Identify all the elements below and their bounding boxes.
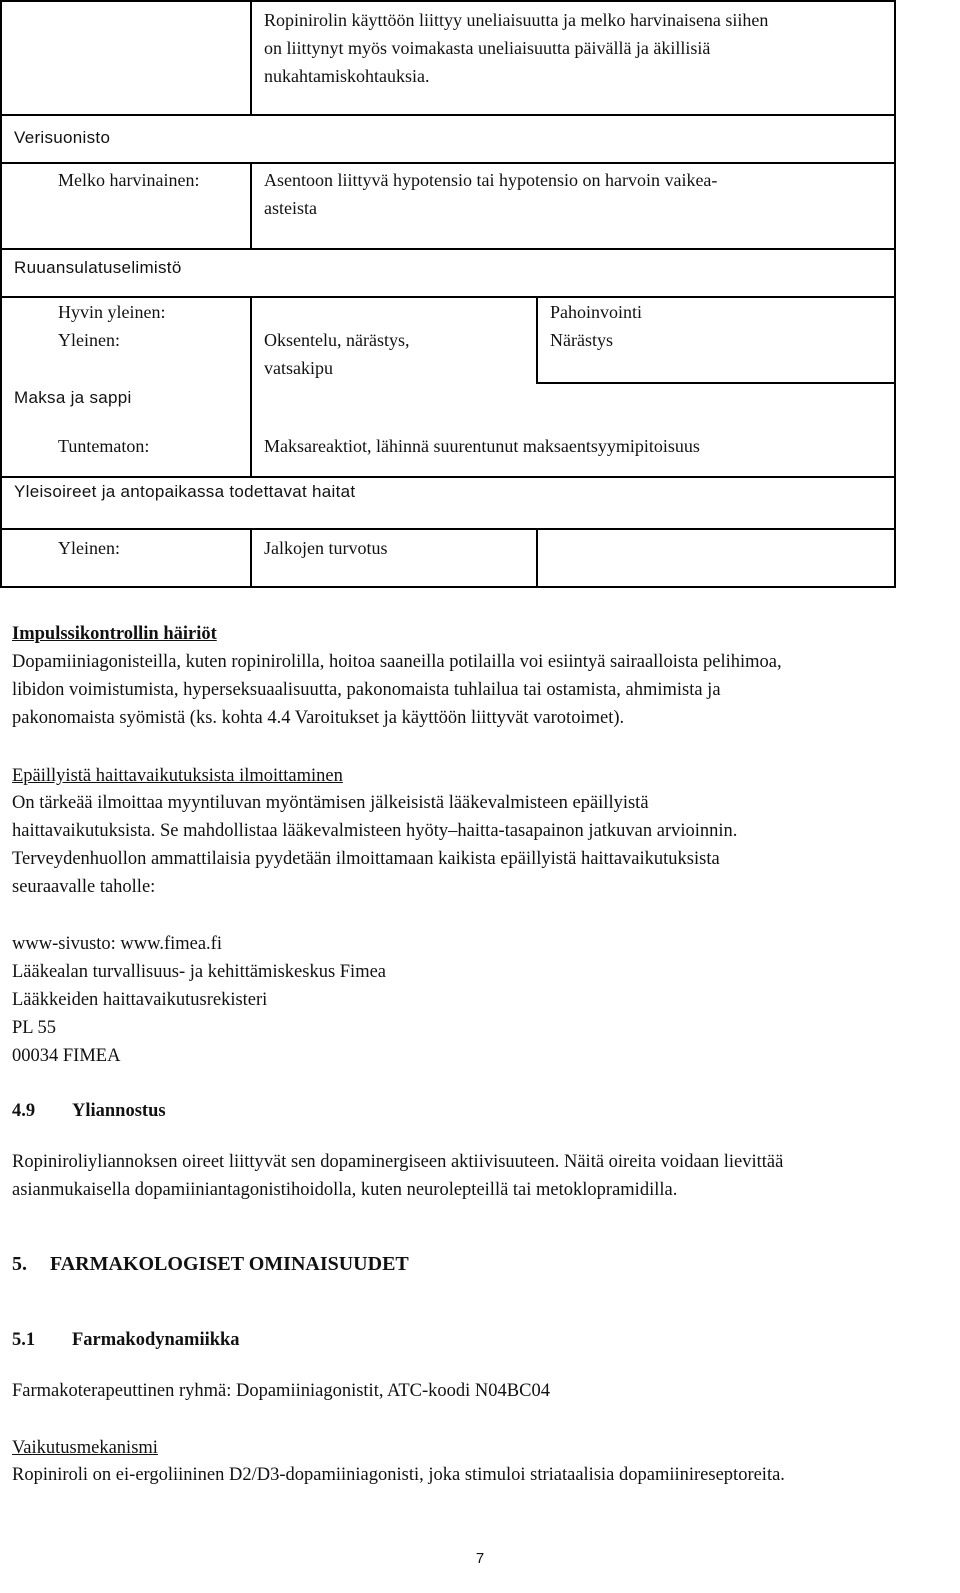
- section-heading: Farmakodynamiikka: [72, 1330, 240, 1350]
- table-row-line: [0, 162, 896, 164]
- mechanism-heading: Vaikutusmekanismi: [12, 1438, 158, 1458]
- section-title-maksa: Maksa ja sappi: [14, 388, 132, 407]
- website-link[interactable]: www-sivusto: www.fimea.fi: [12, 934, 222, 954]
- table-col-divider: [250, 528, 252, 588]
- table-cell-text: Oksentelu, närästys, vatsakipu: [264, 330, 410, 378]
- table-cell-text: Asentoon liittyvä hypotensio tai hypotensio on harvoin vaikea- asteista: [264, 170, 718, 218]
- section-heading: FARMAKOLOGISET OMINAISUUDET: [50, 1253, 409, 1275]
- table-border-left: [0, 0, 2, 588]
- section-title-ruuansulatus: Ruuansulatuselimistö: [14, 258, 182, 277]
- table-cell-text: Pahoinvointi: [550, 302, 643, 322]
- table-border-top: [0, 0, 896, 2]
- section-title-yleisoireet: Yleisoireet ja antopaikassa todettavat haitat: [14, 482, 356, 501]
- section-number: 5.1: [12, 1330, 36, 1350]
- page-number: 7: [475, 1550, 485, 1567]
- overdose-paragraph: Ropiniroliyliannoksen oireet liittyvät sen dopaminergiseen aktiivisuuteen. Näitä oireita voidaan lievittää asianmukaisella dopamiiniantagonistihoidolla, kuten neurolepteillä tai metoklopramidilla.: [12, 1152, 784, 1200]
- impulse-paragraph: Dopamiiniagonisteilla, kuten ropinirolilla, hoitoa saaneilla potilailla voi esiintyä sairaalloista pelihimoa, libidon voimistumista, hyperseksuaalisuutta, pakonomaista tuhlailua tai ostamista, ahmimista ja pakonomaista syömistä (ks. kohta 4.4 Varoitukset ja käyttöön liittyvät varotoimet).: [12, 652, 782, 728]
- impulse-heading: Impulssikontrollin häiriöt: [12, 624, 217, 644]
- table-border-bottom: [0, 586, 896, 588]
- section-title-verisuonisto: Verisuonisto: [14, 128, 111, 147]
- frequency-label: Hyvin yleinen:: [58, 302, 166, 322]
- table-col-divider: [250, 0, 252, 114]
- reporting-heading: Epäillyistä haittavaikutuksista ilmoittaminen: [12, 766, 343, 786]
- frequency-label: Yleinen:: [58, 330, 120, 350]
- table-border-right: [894, 0, 896, 588]
- reporting-address: www-sivusto: www.fimea.fi Lääkealan turvallisuus- ja kehittämiskeskus Fimea Lääkkeiden haittavaikutusrekisteri PL 55 00034 FIMEA: [12, 930, 386, 1070]
- frequency-label: Yleinen:: [58, 538, 120, 558]
- section-number: 5.: [12, 1253, 27, 1275]
- table-col-divider: [250, 162, 252, 248]
- section-number: 4.9: [12, 1101, 36, 1121]
- table-col-divider: [536, 296, 538, 384]
- pharmacotherapeutic-group: Farmakoterapeuttinen ryhmä: Dopamiiniagonistit, ATC-koodi N04BC04: [12, 1381, 550, 1401]
- mechanism-paragraph: Ropiniroli on ei-ergoliininen D2/D3-dopamiiniagonisti, joka stimuloi striataalisia dopamiinireseptoreita.: [12, 1465, 785, 1485]
- table-cell-text: Maksareaktiot, lähinnä suurentunut maksaentsyymipitoisuus: [264, 436, 700, 456]
- table-col-divider: [250, 296, 252, 476]
- table-row-line: [0, 476, 896, 478]
- table-cell-text: Närästys: [550, 330, 613, 350]
- table-row-line: [536, 382, 896, 384]
- table-row-line: [0, 248, 896, 250]
- table-cell-text: Ropinirolin käyttöön liittyy uneliaisuutta ja melko harvinaisena siihen on liittynyt myös voimakasta uneliaisuutta päivällä ja äkillisiä nukahtamiskohtauksia.: [264, 10, 769, 86]
- section-heading: Yliannostus: [72, 1101, 166, 1121]
- frequency-label: Melko harvinainen:: [58, 170, 200, 190]
- table-row-line: [0, 528, 896, 530]
- table-cell-text: Jalkojen turvotus: [264, 538, 388, 558]
- table-row-line: [0, 114, 896, 116]
- reporting-paragraph: On tärkeää ilmoittaa myyntiluvan myöntämisen jälkeisistä lääkevalmisteen epäillyistä haittavaikutuksista. Se mahdollistaa lääkevalmisteen hyöty–haitta-tasapainon jatkuvan arvioinnin. Terveydenhuollon ammattilaisia pyydetään ilmoittamaan kaikista epäillyistä haittavaikutuksista seuraavalle taholle:: [12, 793, 738, 897]
- frequency-label: Tuntematon:: [58, 436, 150, 456]
- table-col-divider: [536, 528, 538, 588]
